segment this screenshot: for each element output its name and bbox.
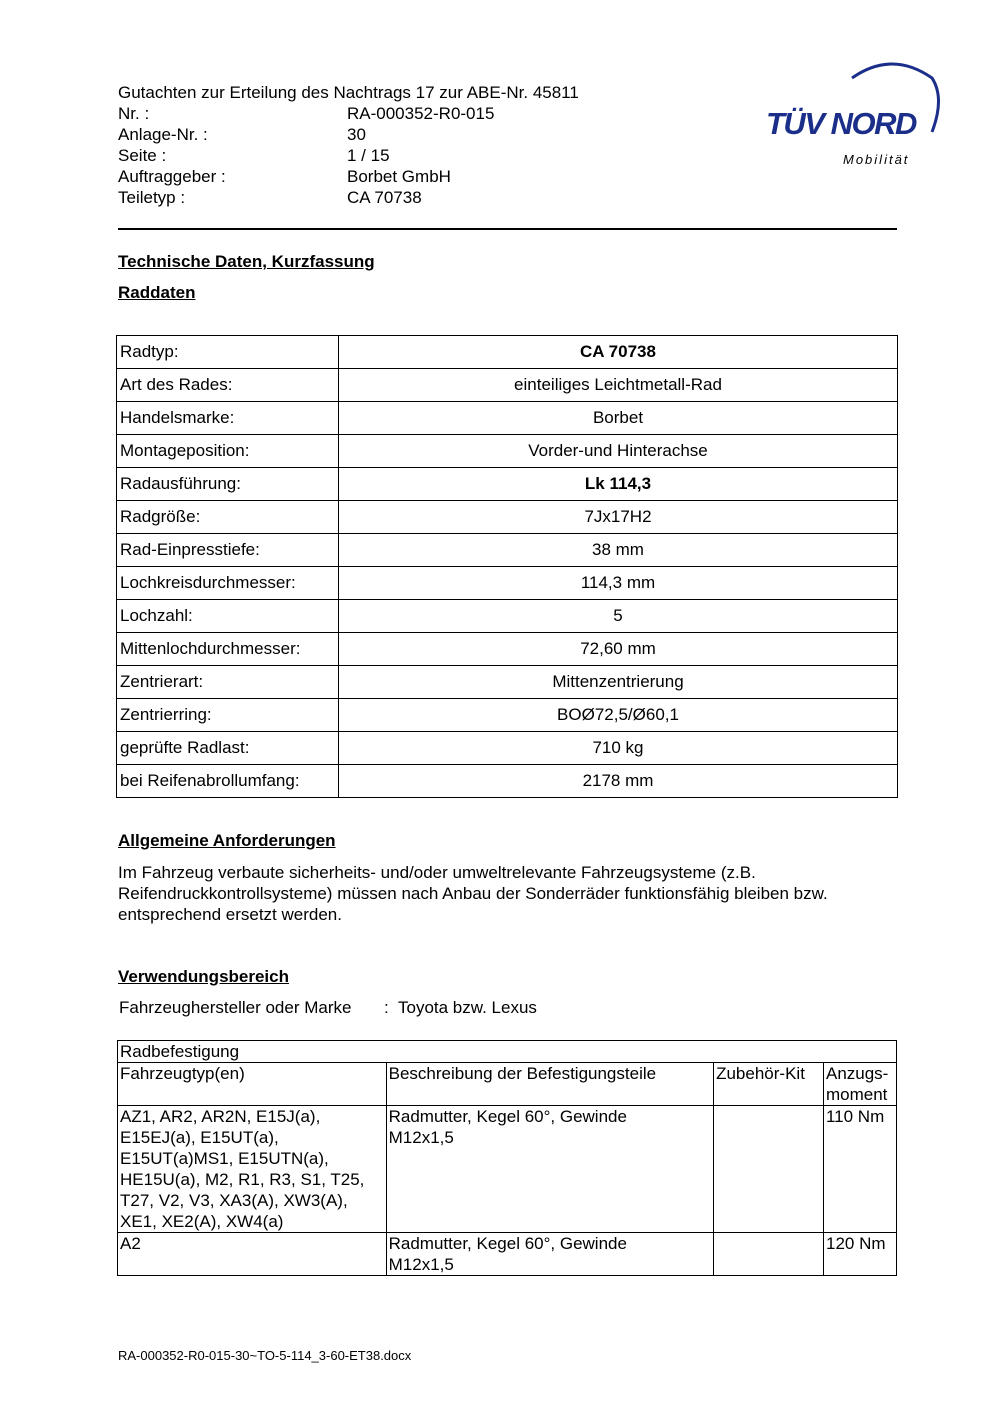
zubehoer-kit-cell xyxy=(714,1106,824,1233)
raddaten-value: Mittenzentrierung xyxy=(339,666,898,699)
header-row-value: 1 / 15 xyxy=(347,146,390,165)
raddaten-value: 72,60 mm xyxy=(339,633,898,666)
table-row xyxy=(117,534,898,567)
raddaten-label: Radgröße: xyxy=(117,501,339,534)
raddaten-label: bei Reifenabrollumfang: xyxy=(117,765,339,798)
header-row-label: Anlage-Nr. : xyxy=(118,125,208,144)
section-allgemeine-anforderungen: Allgemeine Anforderungen xyxy=(118,831,336,850)
radbefestigung-table xyxy=(117,1040,897,1276)
table-row xyxy=(117,501,898,534)
table-row xyxy=(117,336,898,369)
section-verwendungsbereich: Verwendungsbereich xyxy=(118,967,289,986)
header-row-value: RA-000352-R0-015 xyxy=(347,104,495,123)
verwendung-separator: : xyxy=(384,998,389,1017)
raddaten-label: geprüfte Radlast: xyxy=(117,732,339,765)
raddaten-label: Montageposition: xyxy=(117,435,339,468)
anzugsmoment-cell: 120 Nm xyxy=(823,1233,896,1276)
raddaten-label: Mittenlochdurchmesser: xyxy=(117,633,339,666)
tuv-nord-logo xyxy=(760,58,940,178)
logo-sub-text: Mobilität xyxy=(843,152,910,167)
table-row xyxy=(117,633,898,666)
logo-brand-text: TÜV NORD xyxy=(766,106,916,141)
footer-filename: RA-000352-R0-015-30~TO-5-114_3-60-ET38.docx xyxy=(118,1348,412,1363)
header-anzugsmoment: Anzugs- moment xyxy=(823,1063,896,1106)
beschreibung-line: Radmutter, Kegel 60°, Gewinde xyxy=(388,1234,627,1253)
table-row xyxy=(117,402,898,435)
raddaten-value: Vorder-und Hinterachse xyxy=(339,435,898,468)
header-fahrzeugtyp: Fahrzeugtyp(en) xyxy=(118,1063,387,1106)
table-row xyxy=(118,1106,897,1233)
raddaten-label: Rad-Einpresstiefe: xyxy=(117,534,339,567)
raddaten-value: 7Jx17H2 xyxy=(339,501,898,534)
table-row xyxy=(118,1233,897,1276)
fahrzeugtyp-line: XE1, XE2(A), XW4(a) xyxy=(120,1212,284,1231)
raddaten-label: Lochzahl: xyxy=(117,600,339,633)
raddaten-value: 38 mm xyxy=(339,534,898,567)
verwendung-value: Toyota bzw. Lexus xyxy=(398,998,537,1017)
raddaten-value: 710 kg xyxy=(339,732,898,765)
table-row xyxy=(117,600,898,633)
table-header-row xyxy=(118,1063,897,1106)
header-row-value: 30 xyxy=(347,125,366,144)
fahrzeugtypen-cell xyxy=(118,1233,387,1276)
header-row-value: Borbet GmbH xyxy=(347,167,451,186)
header-row-label: Nr. : xyxy=(118,104,150,123)
section-raddaten: Raddaten xyxy=(118,283,196,302)
zubehoer-kit-cell xyxy=(714,1233,824,1276)
raddaten-value: 114,3 mm xyxy=(339,567,898,600)
table-row xyxy=(117,567,898,600)
raddaten-value: Lk 114,3 xyxy=(339,468,898,501)
table-row xyxy=(117,699,898,732)
header-divider xyxy=(118,228,897,230)
beschreibung-cell xyxy=(386,1106,713,1233)
header-zubehoer-kit: Zubehör-Kit xyxy=(714,1063,824,1106)
beschreibung-line: Radmutter, Kegel 60°, Gewinde xyxy=(388,1107,627,1126)
raddaten-label: Handelsmarke: xyxy=(117,402,339,435)
table-row xyxy=(117,468,898,501)
raddaten-value: CA 70738 xyxy=(339,336,898,369)
fahrzeugtyp-line: E15EJ(a), E15UT(a), xyxy=(120,1128,279,1147)
fahrzeugtypen-cell xyxy=(118,1106,387,1233)
raddaten-label: Zentrierring: xyxy=(117,699,339,732)
header-row-label: Seite : xyxy=(118,146,167,165)
raddaten-value: BOØ72,5/Ø60,1 xyxy=(339,699,898,732)
raddaten-value: 5 xyxy=(339,600,898,633)
raddaten-table xyxy=(116,335,898,798)
beschreibung-cell xyxy=(386,1233,713,1276)
raddaten-label: Lochkreisdurchmesser: xyxy=(117,567,339,600)
table-caption: Radbefestigung xyxy=(118,1041,897,1063)
header-row-label: Auftraggeber : xyxy=(118,167,226,186)
table-row xyxy=(117,732,898,765)
fahrzeugtyp-line: HE15U(a), M2, R1, R3, S1, T25, xyxy=(120,1170,365,1189)
header-row-label: Teiletyp : xyxy=(118,188,186,207)
table-caption-row xyxy=(118,1041,897,1063)
beschreibung-line: M12x1,5 xyxy=(388,1255,454,1274)
raddaten-label: Zentrierart: xyxy=(117,666,339,699)
fahrzeugtyp-line: A2 xyxy=(120,1234,141,1253)
fahrzeugtyp-line: AZ1, AR2, AR2N, E15J(a), xyxy=(120,1107,321,1126)
table-row xyxy=(117,765,898,798)
table-row xyxy=(117,369,898,402)
verwendung-label: Fahrzeughersteller oder Marke xyxy=(119,998,352,1017)
header-row-value: CA 70738 xyxy=(347,188,422,207)
fahrzeugtyp-line: E15UT(a)MS1, E15UTN(a), xyxy=(120,1149,329,1168)
allgemeine-text: Im Fahrzeug verbaute sicherheits- und/oder umweltrelevante Fahrzeugsysteme (z.B. Reifendruckkontrollsysteme) müssen nach Anbau der Sonderräder funktionsfähig bleiben bzw. entsprechend ersetzt werden. xyxy=(118,863,828,924)
raddaten-value: einteiliges Leichtmetall-Rad xyxy=(339,369,898,402)
section-technische-daten: Technische Daten, Kurzfassung xyxy=(118,252,375,271)
raddaten-label: Radausführung: xyxy=(117,468,339,501)
table-row xyxy=(117,666,898,699)
raddaten-value: 2178 mm xyxy=(339,765,898,798)
raddaten-label: Radtyp: xyxy=(117,336,339,369)
beschreibung-line: M12x1,5 xyxy=(388,1128,454,1147)
fahrzeugtyp-line: T27, V2, V3, XA3(A), XW3(A), xyxy=(120,1191,348,1210)
raddaten-label: Art des Rades: xyxy=(117,369,339,402)
anzugsmoment-cell: 110 Nm xyxy=(823,1106,896,1233)
raddaten-value: Borbet xyxy=(339,402,898,435)
table-row xyxy=(117,435,898,468)
header-beschreibung: Beschreibung der Befestigungsteile xyxy=(386,1063,713,1106)
document-title: Gutachten zur Erteilung des Nachtrags 17 zur ABE-Nr. 45811 xyxy=(118,83,579,102)
